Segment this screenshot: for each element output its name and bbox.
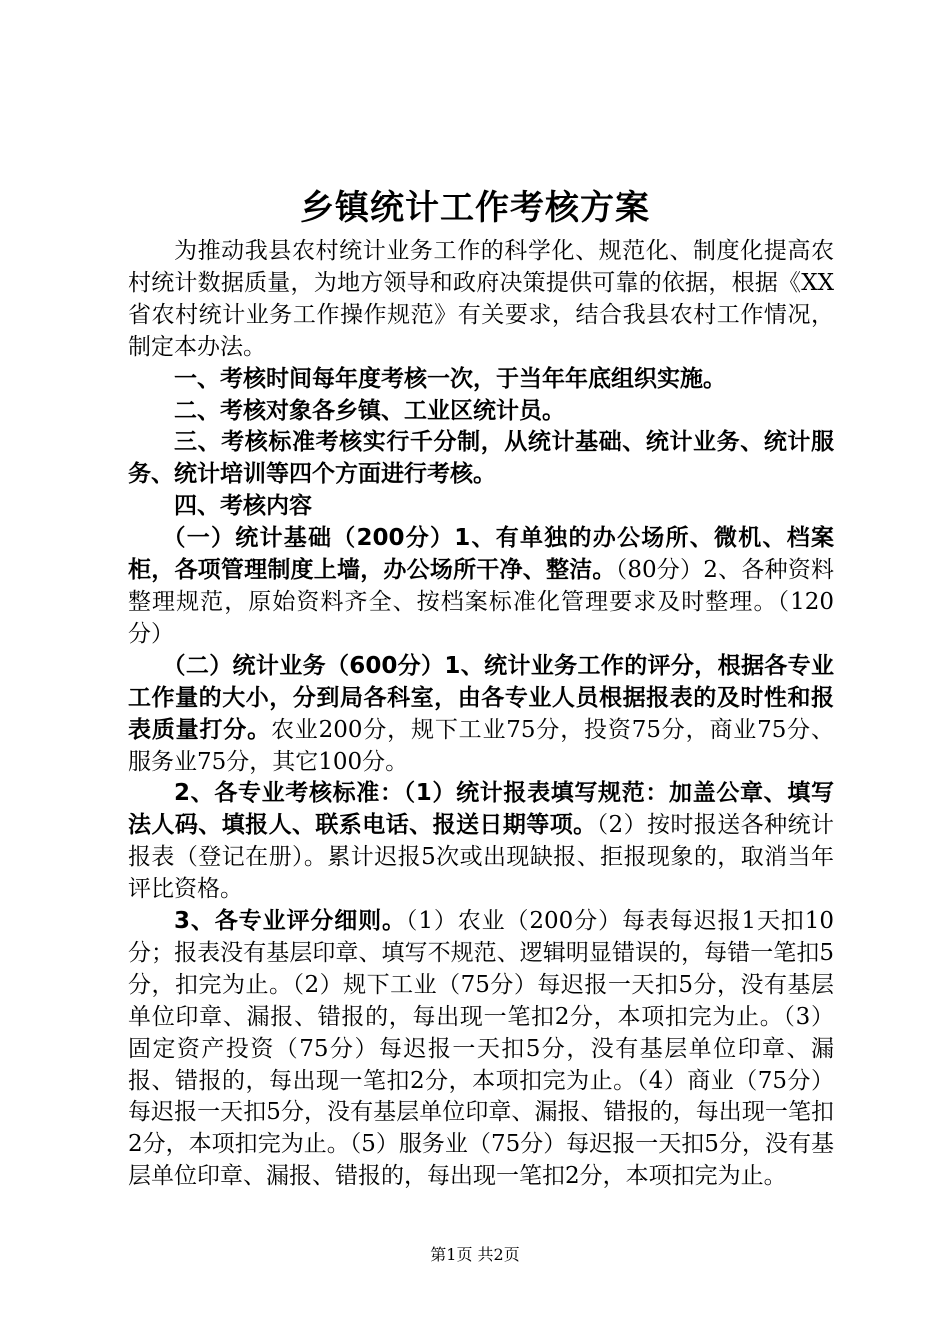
section-4-exam-content: 四、考核内容 [174, 493, 312, 520]
part-2-statistics-business [128, 651, 834, 779]
item-3-lead: 3、各专业评分细则。 [174, 908, 406, 935]
document-body [128, 236, 834, 1193]
part-2-rest: 农业200分，规下工业75分，投资75分，商业75分、服务业75分，其它100分。 [128, 716, 835, 775]
section-2-exam-target: 二、考核对象各乡镇、工业区统计员。 [174, 397, 565, 424]
section-1-exam-time: 一、考核时间每年度考核一次，于当年年底组织实施。 [174, 365, 726, 392]
part-1-lead: （一）统计基础（200分）1、有单独的办公场所、微机、档案柜，各项管理制度上墙，办公场所干净、整洁。 [128, 525, 834, 584]
item-2-rest: （2）按时报送各种统计报表（登记在册）。累计迟报5次或出现缺报、拒报现象的，取消当年评比资格。 [128, 812, 834, 903]
item-2-standards [128, 778, 834, 906]
part-1-rest: （80分）2、各种资料整理规范，原始资料齐全、按档案标准化管理要求及时整理。（120分） [128, 557, 835, 647]
document-title: 乡镇统计工作考核方案 [300, 188, 650, 228]
item-2-lead: 2、各专业考核标准：（1）统计报表填写规范：加盖公章、填写法人码、填报人、联系电话、报送日期等项。 [128, 780, 834, 839]
intro-paragraph: 为推动我县农村统计业务工作的科学化、规范化、制度化提高农村统计数据质量，为地方领导和政府决策提供可靠的依据，根据《XX省农村统计业务工作操作规范》有关要求，结合我县农村工作情况，制定本办法。 [128, 238, 834, 360]
section-3-exam-standard: 三、考核标准考核实行千分制，从统计基础、统计业务、统计服务、统计培训等四个方面进行考核。 [128, 429, 834, 488]
item-3-rest: （1）农业（200分）每表每迟报1天扣10分；报表没有基层印章、填写不规范、逻辑明显错误的，每错一笔扣5分，扣完为止。（2）规下工业（75分）每迟报一天扣5分，没有基层单位印章、漏报、错报的，每出现一笔扣2分，本项扣完为止。（3）固定资产投资（75分）每迟报一天扣5分，没有基层单位印章、漏报、错报的，每出现一笔扣2分，本项扣完为止。（4）商业（75分）每迟报一天扣5分，没有基层单位印章、漏报、错报的，每出现一笔扣2分，本项扣完为止。（5）服务业（75分）每迟报一天扣5分，没有基层单位印章、漏报、错报的，每出现一笔扣2分，本项扣完为止。 [128, 908, 834, 1190]
item-3-scoring-rules [128, 906, 834, 1193]
page-footer: 第1页 共2页 [430, 1245, 520, 1264]
part-1-statistics-basis [128, 523, 834, 651]
part-2-lead: （二）统计业务（600分）1、统计业务工作的评分，根据各专业工作量的大小，分到局各科室，由各专业人员根据报表的及时性和报表质量打分。 [128, 652, 834, 743]
